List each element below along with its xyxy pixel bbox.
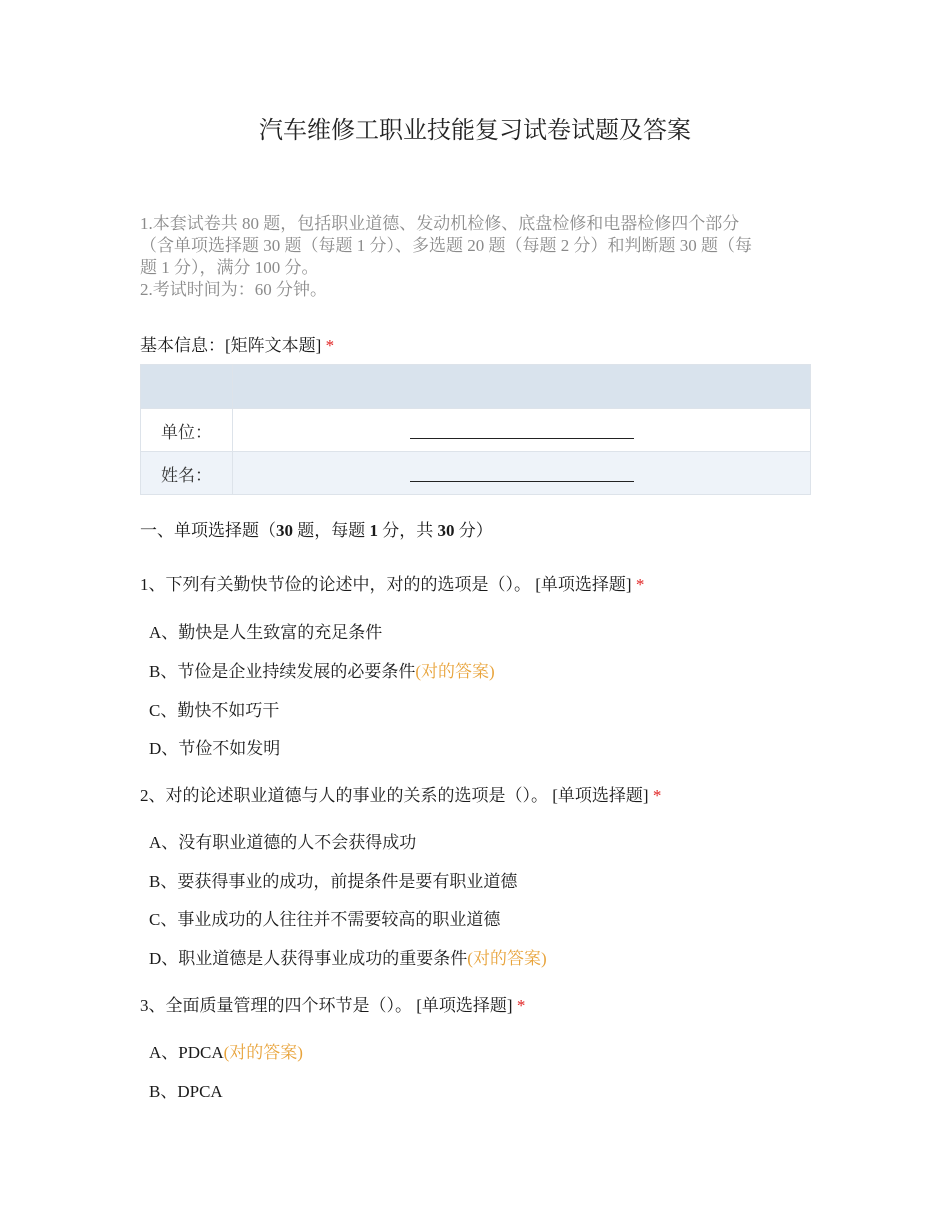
option-2c[interactable] [149, 905, 500, 930]
option-3b[interactable] [149, 1077, 223, 1102]
part-suffix: 分） [454, 521, 493, 540]
question-3 [140, 991, 525, 1016]
table-row [141, 452, 811, 495]
basic-info-text: 基本信息：[矩阵文本题] [140, 336, 322, 355]
header-cell [233, 365, 811, 409]
required-mark: * [325, 336, 335, 355]
row-label-unit: 单位： [141, 409, 233, 452]
option-text: C、勤快不如巧干 [149, 701, 280, 720]
unit-field[interactable] [233, 409, 811, 452]
part-total: 30 [437, 521, 455, 540]
option-text: A、勤快是人生致富的充足条件 [149, 623, 383, 642]
name-field[interactable] [233, 452, 811, 495]
intro-text [140, 213, 815, 301]
table-row [141, 409, 811, 452]
required-mark: * [635, 575, 645, 594]
option-text: D、职业道德是人获得事业成功的重要条件 [149, 949, 468, 968]
document-title: 汽车维修工职业技能复习试卷试题及答案 [259, 118, 691, 144]
intro-line: 1.本套试卷共 80 题，包括职业道德、发动机检修、底盘检修和电器检修四个部分 [140, 214, 740, 233]
option-2a[interactable] [149, 828, 416, 853]
option-2b[interactable] [149, 867, 517, 892]
correct-answer-tag: (对的答案) [467, 949, 547, 968]
intro-line: （含单项选择题 30 题（每题 1 分）、多选题 20 题（每题 2 分）和判断题 30 题（每 [140, 236, 752, 255]
name-blank-line[interactable] [410, 467, 634, 482]
required-mark: * [652, 786, 662, 805]
header-cell [141, 365, 233, 409]
option-1a[interactable] [149, 618, 382, 643]
option-text: B、节俭是企业持续发展的必要条件 [149, 662, 416, 681]
option-text: D、节俭不如发明 [149, 739, 281, 758]
option-1d[interactable] [149, 734, 280, 759]
question-1 [140, 570, 644, 595]
correct-answer-tag: (对的答案) [415, 662, 495, 681]
part-score: 1 [369, 521, 378, 540]
intro-line: 2.考试时间为：60 分钟。 [140, 280, 327, 299]
option-text: A、PDCA [149, 1043, 224, 1062]
table-header-row [141, 365, 811, 409]
option-3a[interactable] [149, 1038, 303, 1063]
part-mid2: 分，共 [378, 521, 438, 540]
option-1c[interactable] [149, 696, 279, 721]
option-text: B、DPCA [149, 1082, 223, 1101]
option-text: B、要获得事业的成功，前提条件是要有职业道德 [149, 872, 518, 891]
basic-info-table [140, 364, 811, 495]
unit-blank-line[interactable] [410, 424, 634, 439]
question-text: 3、全面质量管理的四个环节是（）。 [单项选择题] [140, 996, 513, 1015]
part-mid1: 题，每题 [293, 521, 370, 540]
part-one-heading [140, 516, 493, 541]
part-count: 30 [276, 521, 293, 540]
option-text: A、没有职业道德的人不会获得成功 [149, 833, 417, 852]
part-prefix: 一、单项选择题（ [140, 521, 276, 540]
question-2 [140, 781, 661, 806]
option-2d[interactable] [149, 944, 547, 969]
row-label-name: 姓名： [141, 452, 233, 495]
basic-info-label [140, 331, 334, 356]
option-text: C、事业成功的人往往并不需要较高的职业道德 [149, 910, 501, 929]
question-text: 1、下列有关勤快节俭的论述中，对的的选项是（）。 [单项选择题] [140, 575, 632, 594]
intro-line: 题 1 分），满分 100 分。 [140, 258, 319, 277]
correct-answer-tag: (对的答案) [223, 1043, 303, 1062]
required-mark: * [516, 996, 526, 1015]
question-text: 2、对的论述职业道德与人的事业的关系的选项是（）。 [单项选择题] [140, 786, 649, 805]
option-1b[interactable] [149, 657, 495, 682]
